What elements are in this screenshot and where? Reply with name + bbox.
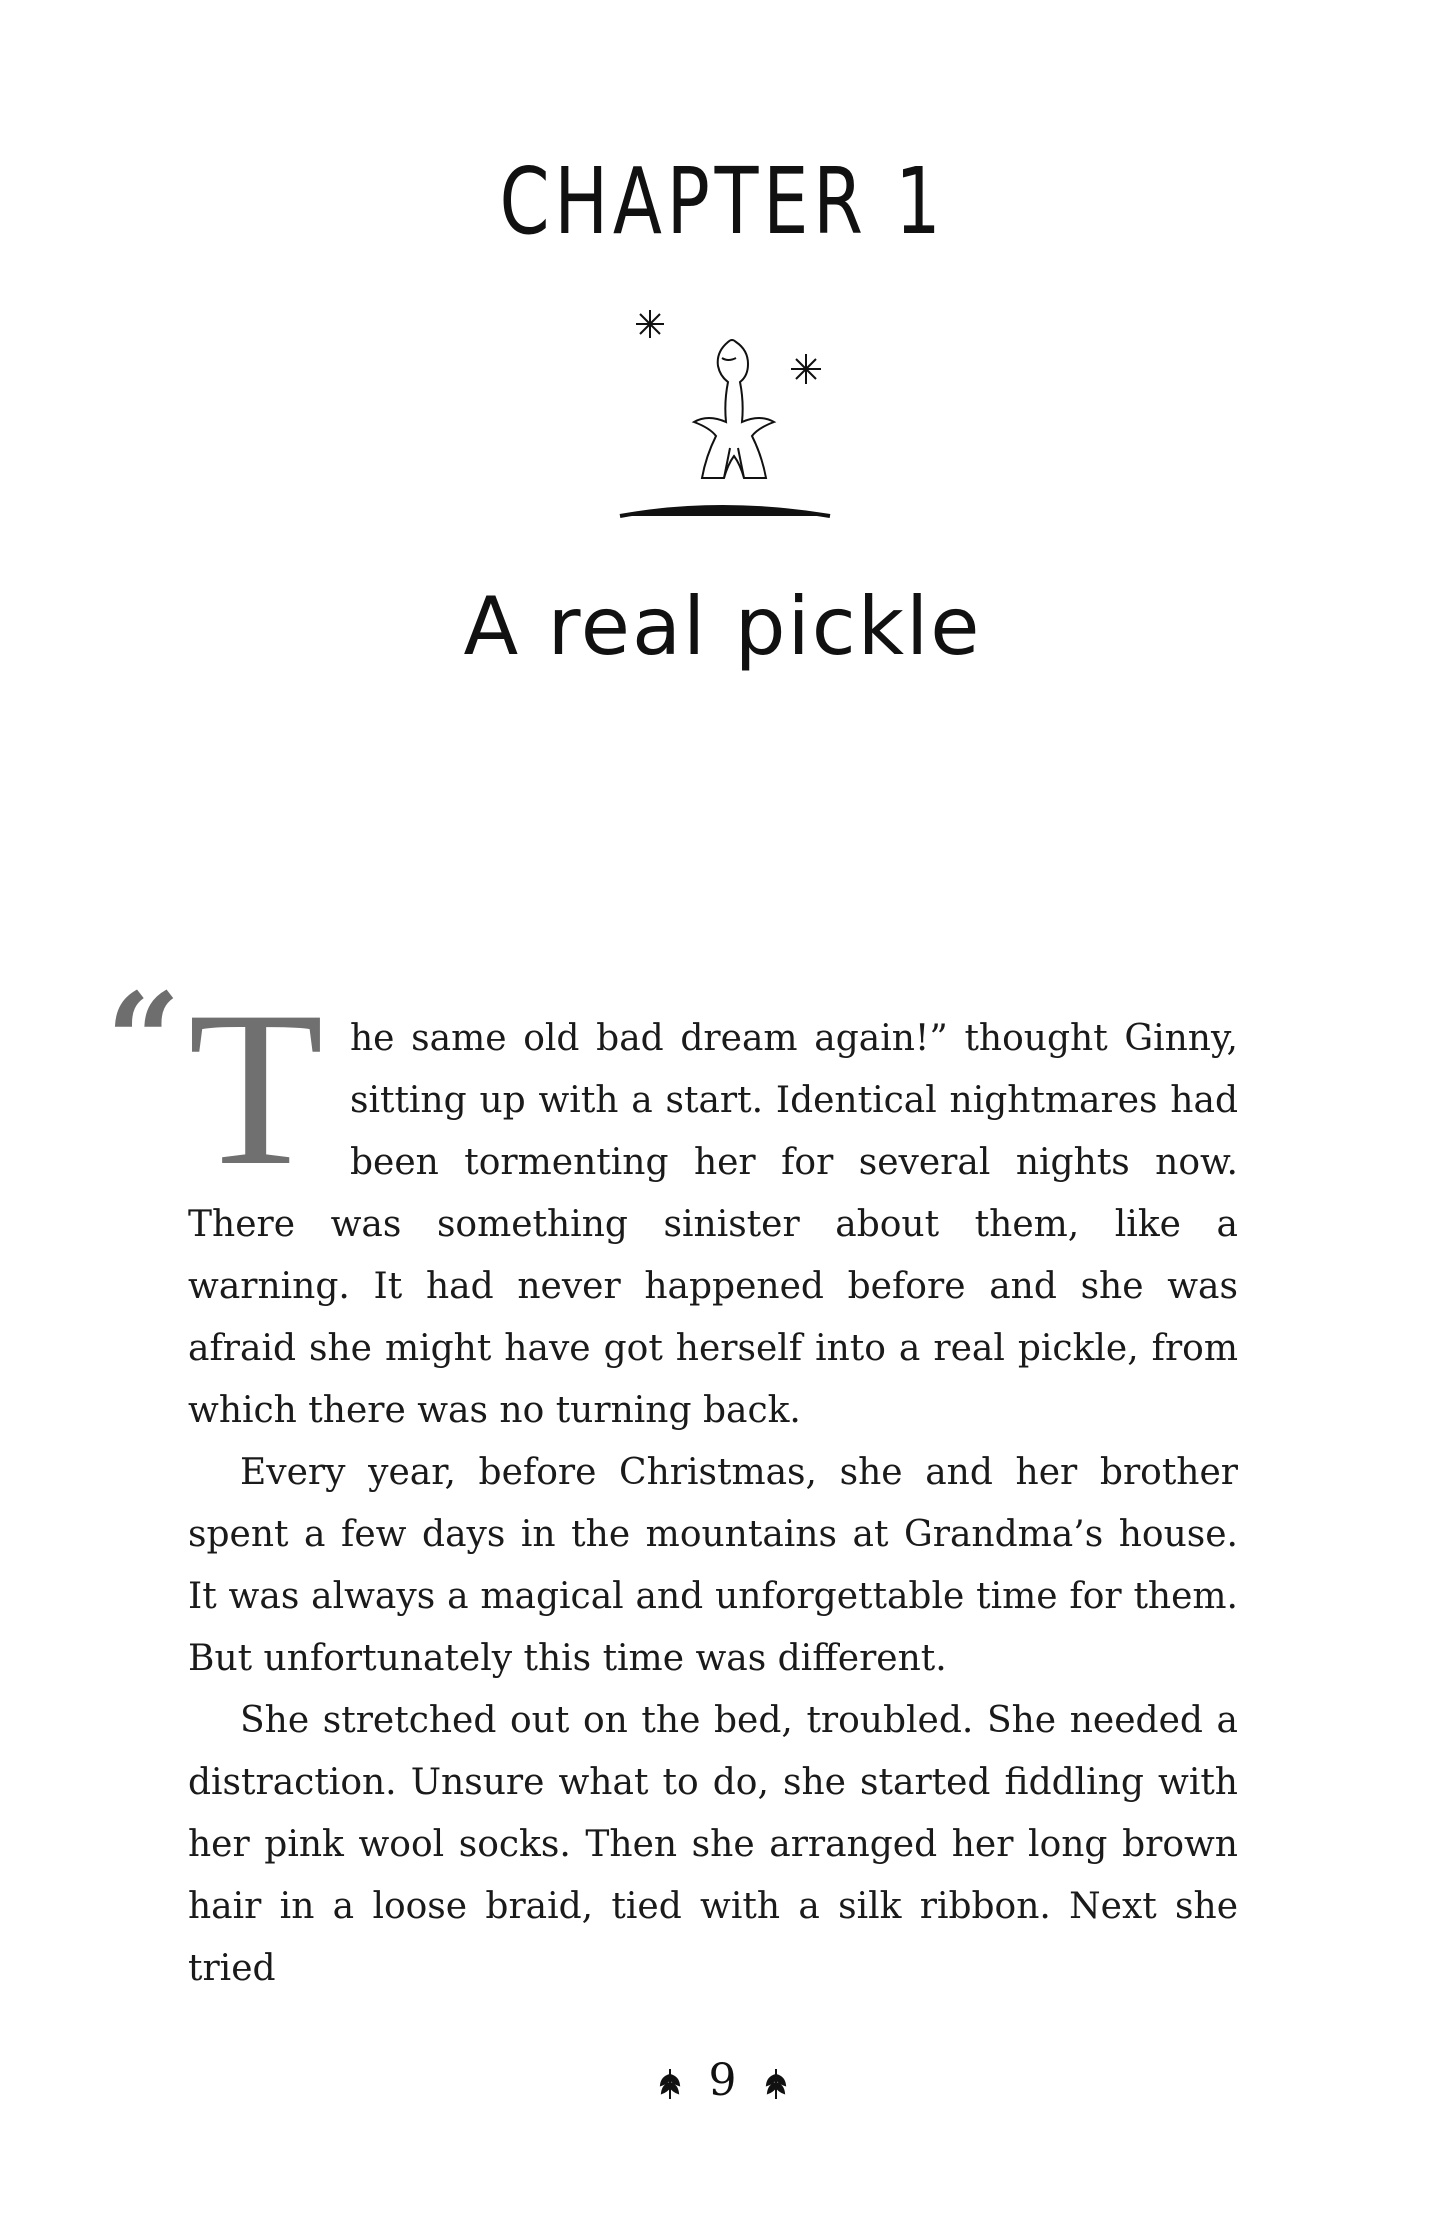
body-text [106, 964, 1238, 2000]
chapter-title: A real pickle [463, 580, 982, 673]
star-icon [636, 310, 664, 338]
page-number: 9 [708, 2055, 737, 2106]
drop-cap-letter: T [188, 966, 324, 1212]
drop-cap-quote: “ [106, 964, 181, 1117]
leaf-ornament-icon [659, 2067, 681, 2101]
paragraph-3: She stretched out on the bed, troubled. She needed a distraction. Unsure what to do, she started fiddling with her pink wool socks. Then she arranged her long brown hair in a loose braid, tied with a silk ribbon. Next she tried [188, 1700, 1238, 1989]
chapter-heading: CHAPTER 1 [499, 148, 946, 255]
paragraph-1 [106, 964, 1238, 1442]
page-footer [0, 2055, 1445, 2106]
drop-cap [106, 964, 348, 1212]
stargazer-vignette-illustration [610, 298, 840, 528]
paragraph-1-text: he same old bad dream again!” thought Ginny, sitting up with a start. Identical nightmares had been tormenting her for several nights now. There was something sinister about them, like a warning. It had never happened before and she was afraid she might have got herself into a real pickle, from which there was no turning back. [188, 1018, 1238, 1431]
leaf-ornament-icon [765, 2067, 787, 2101]
paragraph-2: Every year, before Christmas, she and her brother spent a few days in the mountains at Grandma’s house. It was always a magical and unforgettable time for them. But unfortunately this time was different. [188, 1452, 1238, 1679]
star-icon [791, 354, 821, 384]
